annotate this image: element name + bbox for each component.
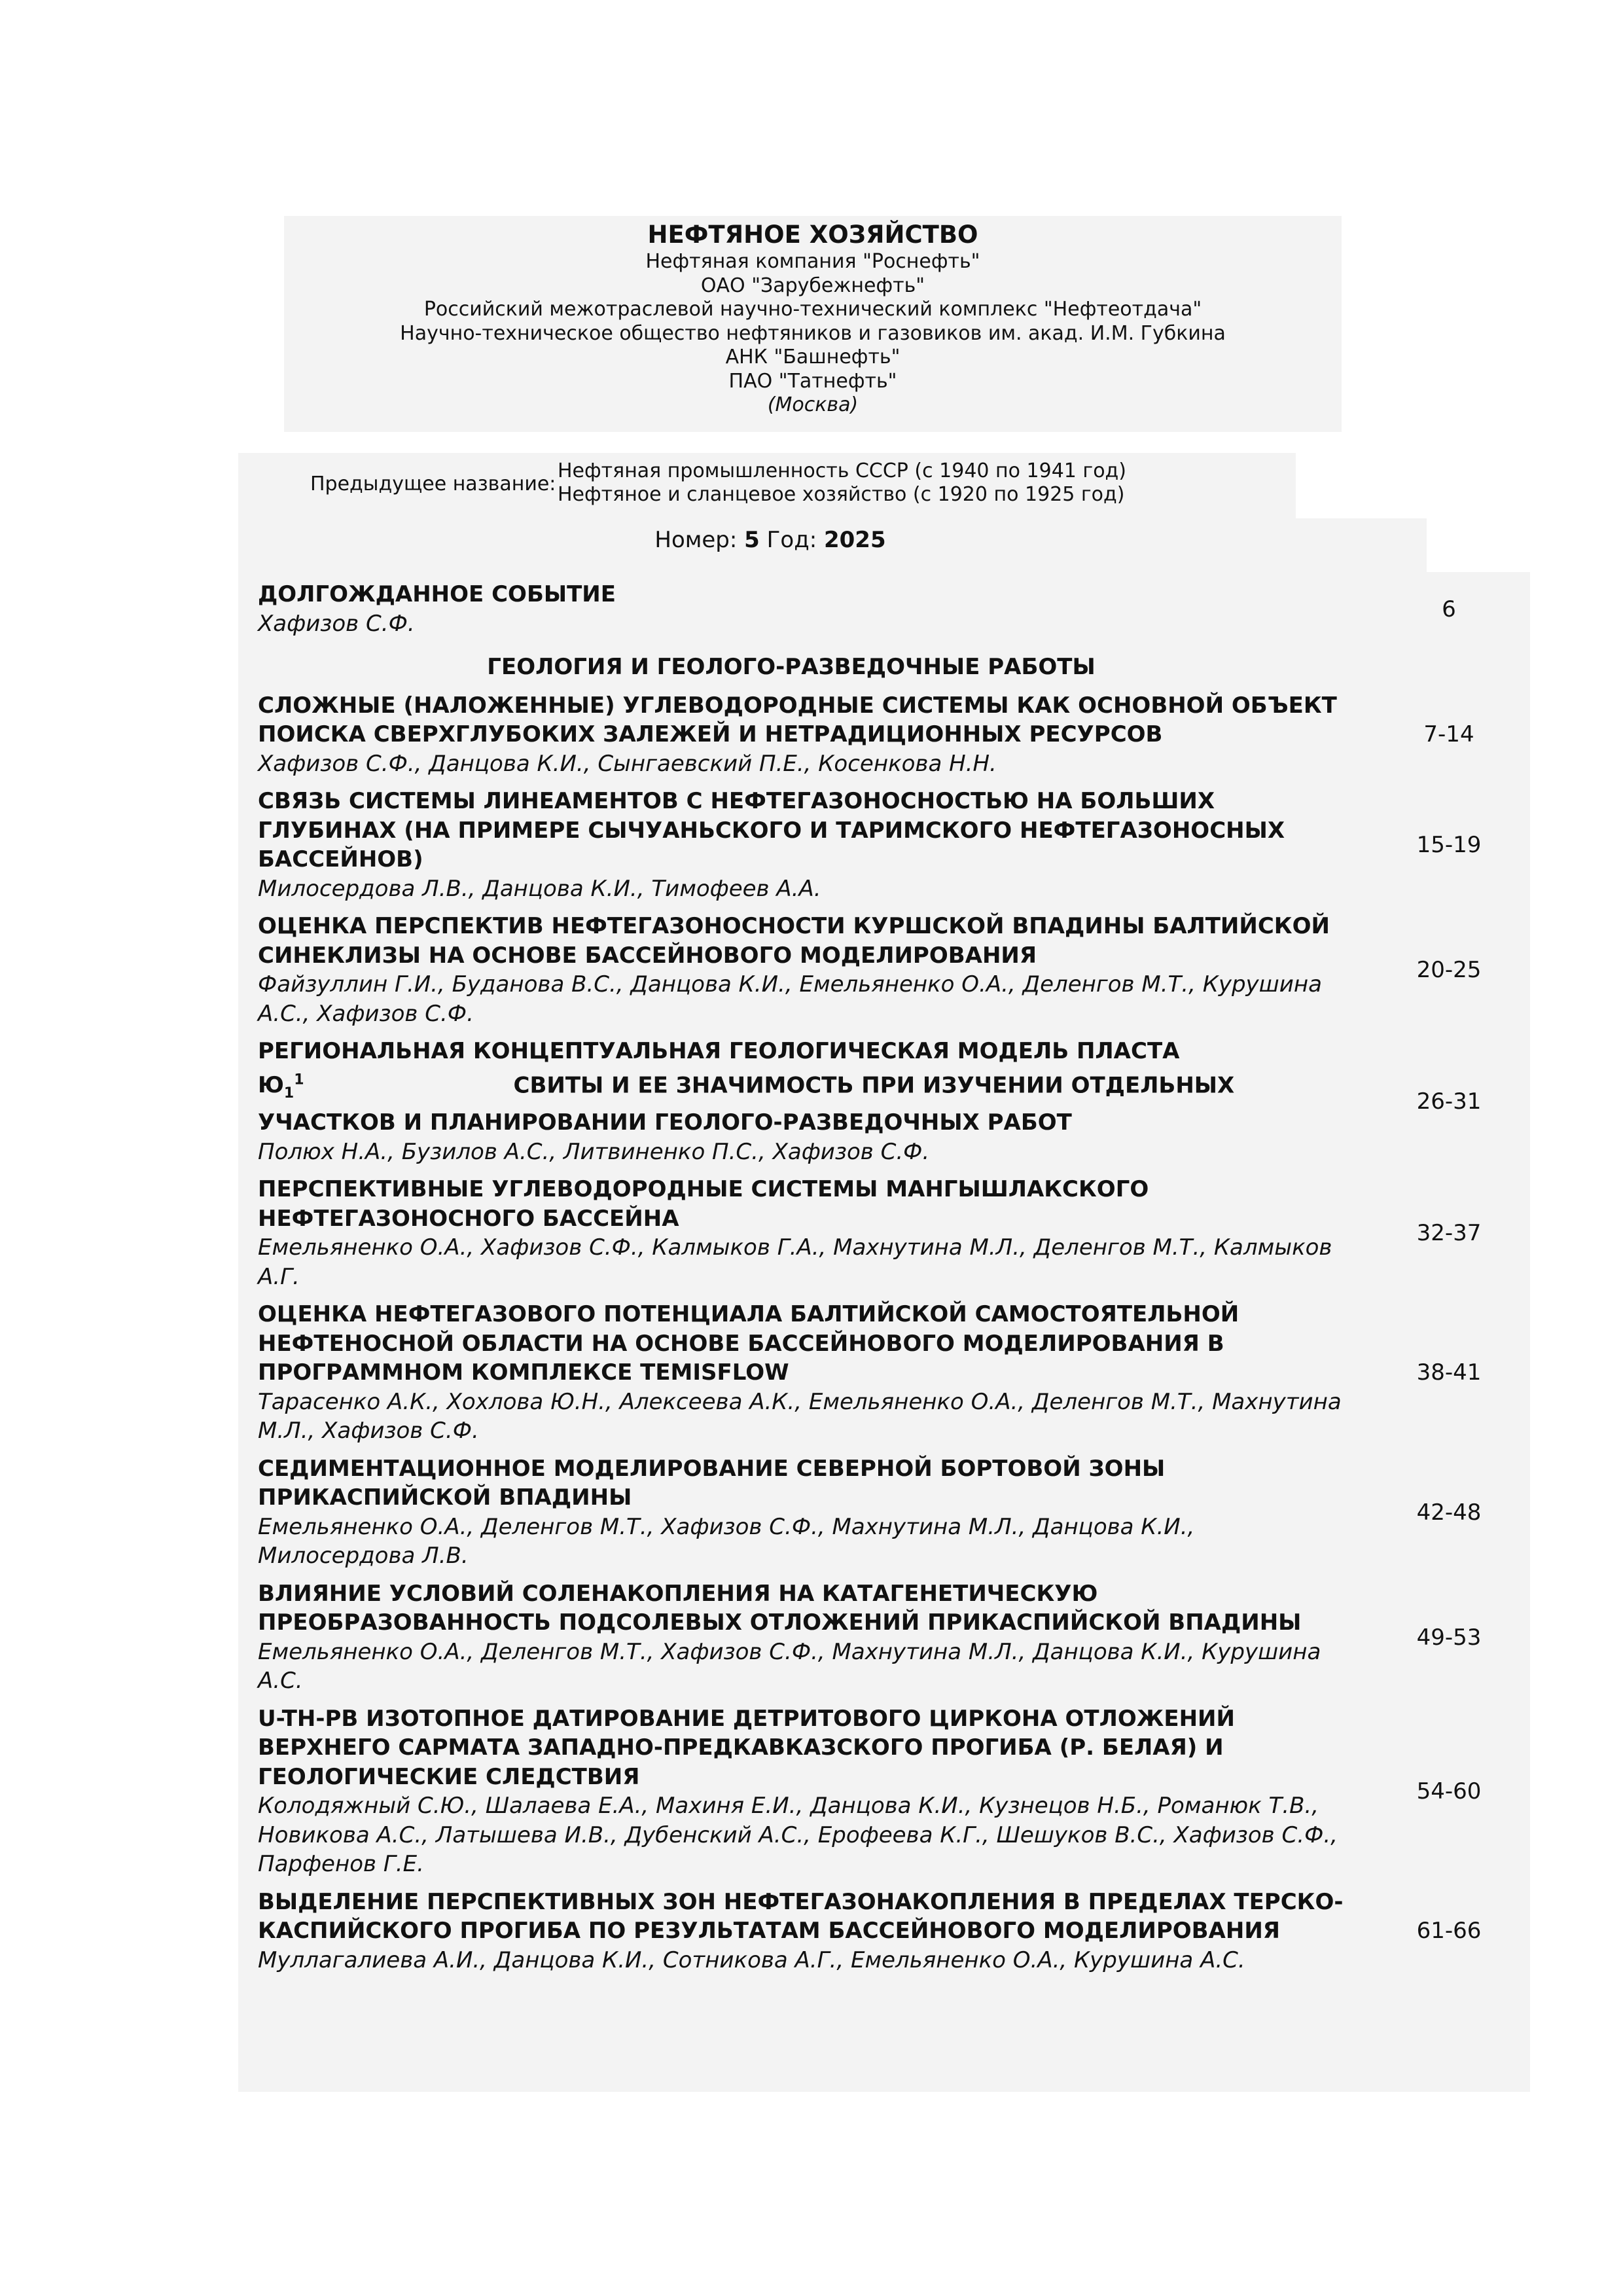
article-title[interactable]: ПЕРСПЕКТИВНЫЕ УГЛЕВОДОРОДНЫЕ СИСТЕМЫ МАНГЫШЛАКСКОГО НЕФТЕГАЗОНОСНОГО БАССЕЙНА: [258, 1176, 1149, 1232]
article-title[interactable]: ВЫДЕЛЕНИЕ ПЕРСПЕКТИВНЫХ ЗОН НЕФТЕГАЗОНАКОПЛЕНИЯ В ПРЕДЕЛАХ ТЕРСКО-КАСПИЙСКОГО ПРОГИБА ПО РЕЗУЛЬТАТАМ БАССЕЙНОВОГО МОДЕЛИРОВАНИЯ: [258, 1888, 1344, 1945]
toc-entry[interactable]: [238, 1454, 1482, 1571]
article-authors: Полюх Н.А., Бузилов А.С., Литвиненко П.С., Хафизов С.Ф.: [258, 1138, 930, 1165]
article-pages: 20-25: [1416, 957, 1482, 983]
article-pages: 26-31: [1416, 1088, 1482, 1115]
article-pages: 54-60: [1416, 1778, 1482, 1805]
publisher-line: АНК "Башнефть": [725, 346, 901, 368]
issue-number-label: Номер:: [654, 527, 738, 553]
toc-entry[interactable]: [238, 691, 1474, 779]
article-pages: 15-19: [1416, 832, 1482, 858]
article-title[interactable]: ДОЛГОЖДАННОЕ СОБЫТИЕ: [258, 581, 616, 607]
toc-entry[interactable]: [238, 787, 1482, 903]
publisher-line: Научно-техническое общество нефтяников и газовиков им. акад. И.М. Губкина: [400, 321, 1226, 345]
table-of-contents: [238, 572, 1530, 2092]
article-authors: Милосердова Л.В., Данцова К.И., Тимофеев А.А.: [258, 875, 821, 902]
section-heading: ГЕОЛОГИЯ И ГЕОЛОГО-РАЗВЕДОЧНЫЕ РАБОТЫ: [487, 654, 1096, 680]
article-title[interactable]: ОЦЕНКА НЕФТЕГАЗОВОГО ПОТЕНЦИАЛА БАЛТИЙСКОЙ САМОСТОЯТЕЛЬНОЙ НЕФТЕНОСНОЙ ОБЛАСТИ НА ОСНОВЕ БАССЕЙНОВОГО МОДЕЛИРОВАНИЯ В ПРОГРАММНОМ КОМПЛЕКСЕ TEMISFLOW: [258, 1301, 1240, 1386]
formation-index: $Ю_1^1$: [258, 1071, 304, 1102]
article-authors: Тарасенко А.К., Хохлова Ю.Н., Алексеева А.К., Емельяненко О.А., Деленгов М.Т., Махнутина М.Л., Хафизов С.Ф.: [258, 1388, 1342, 1444]
article-title[interactable]: СЛОЖНЫЕ (НАЛОЖЕННЫЕ) УГЛЕВОДОРОДНЫЕ СИСТЕМЫ КАК ОСНОВНОЙ ОБЪЕКТ ПОИСКА СВЕРХГЛУБОКИХ ЗАЛЕЖЕЙ И НЕТРАДИЦИОННЫХ РЕСУРСОВ: [258, 692, 1337, 747]
article-authors: Емельяненко О.А., Деленгов М.Т., Хафизов С.Ф., Махнутина М.Л., Данцова К.И., Милосердова Л.В.: [258, 1513, 1195, 1570]
issue-year: 2025: [823, 527, 886, 553]
article-title-part: РЕГИОНАЛЬНАЯ КОНЦЕПТУАЛЬНАЯ ГЕОЛОГИЧЕСКАЯ МОДЕЛЬ ПЛАСТА: [258, 1038, 1180, 1064]
toc-entry[interactable]: [238, 1888, 1482, 1975]
previous-name: Нефтяное и сланцевое хозяйство (с 1920 по 1925 год): [558, 483, 1125, 506]
article-pages: 38-41: [1416, 1359, 1482, 1386]
toc-entry[interactable]: [238, 1175, 1482, 1291]
issue-info: [238, 518, 1427, 572]
article-authors: Емельяненко О.А., Хафизов С.Ф., Калмыков Г.А., Махнутина М.Л., Деленгов М.Т., Калмыков А.Г.: [258, 1234, 1332, 1290]
article-authors: Колодяжный С.Ю., Шалаева Е.А., Махиня Е.И., Данцова К.И., Кузнецов Н.Б., Романюк Т.В., Новикова А.С., Латышева И.В., Дубенский А.С., Ерофеева К.Г., Шешуков В.С., Хафизов С.Ф., Парфенов Г.Е.: [258, 1793, 1338, 1878]
article-title[interactable]: ОЦЕНКА ПЕРСПЕКТИВ НЕФТЕГАЗОНОСНОСТИ КУРШСКОЙ ВПАДИНЫ БАЛТИЙСКОЙ СИНЕКЛИЗЫ НА ОСНОВЕ БАССЕЙНОВОГО МОДЕЛИРОВАНИЯ: [258, 913, 1330, 969]
article-authors: Файзуллин Г.И., Буданова В.С., Данцова К.И., Емельяненко О.А., Деленгов М.Т., Курушина А.С., Хафизов С.Ф.: [258, 971, 1322, 1027]
article-pages: 42-48: [1416, 1499, 1482, 1526]
publisher-line: ОАО "Зарубежнефть": [700, 274, 925, 297]
journal-city: (Москва): [767, 393, 859, 416]
article-pages: 32-37: [1416, 1220, 1482, 1247]
previous-names-list: [558, 459, 1126, 507]
article-title[interactable]: [258, 1037, 1344, 1138]
journal-header: [284, 216, 1342, 432]
article-title-part: $Ю_1^1$ СВИТЫ И ЕЕ ЗНАЧИМОСТЬ ПРИ ИЗУЧЕНИИ ОТДЕЛЬНЫХ УЧАСТКОВ И ПЛАНИРОВАНИИ ГЕОЛОГО-РАЗВЕДОЧНЫХ РАБОТ: [258, 1071, 1235, 1136]
article-pages: 7-14: [1423, 721, 1474, 748]
toc-entry[interactable]: [238, 1300, 1482, 1446]
article-title[interactable]: СЕДИМЕНТАЦИОННОЕ МОДЕЛИРОВАНИЕ СЕВЕРНОЙ БОРТОВОЙ ЗОНЫ ПРИКАСПИЙСКОЙ ВПАДИНЫ: [258, 1455, 1166, 1511]
article-authors: Муллагалиева А.И., Данцова К.И., Сотникова А.Г., Емельяненко О.А., Курушина А.С.: [258, 1946, 1245, 1973]
previous-names-label: Предыдущее название:: [310, 473, 556, 495]
previous-name: Нефтяная промышленность СССР (с 1940 по 1941 год): [558, 459, 1126, 482]
toc-entry[interactable]: [238, 912, 1482, 1028]
article-title[interactable]: U-TH-PB ИЗОТОПНОЕ ДАТИРОВАНИЕ ДЕТРИТОВОГО ЦИРКОНА ОТЛОЖЕНИЙ ВЕРХНЕГО САРМАТА ЗАПАДНО-ПРЕДКАВКАЗСКОГО ПРОГИБА (Р. БЕЛАЯ) И ГЕОЛОГИЧЕСКИЕ СЛЕДСТВИЯ: [258, 1705, 1235, 1790]
article-authors: Хафизов С.Ф.: [258, 610, 415, 637]
article-pages: 49-53: [1416, 1624, 1482, 1651]
article-title[interactable]: СВЯЗЬ СИСТЕМЫ ЛИНЕАМЕНТОВ С НЕФТЕГАЗОНОСНОСТЬЮ НА БОЛЬШИХ ГЛУБИНАХ (НА ПРИМЕРЕ СЫЧУАНЬСКОГО И ТАРИМСКОГО НЕФТЕГАЗОНОСНЫХ БАССЕЙНОВ): [258, 788, 1285, 872]
journal-title: НЕФТЯНОЕ ХОЗЯЙСТВО: [647, 221, 978, 249]
publisher-line: Российский межотраслевой научно-технический комплекс "Нефтеотдача": [423, 298, 1202, 321]
publisher-line: ПАО "Татнефть": [728, 369, 897, 393]
article-pages: 6: [1442, 596, 1456, 622]
article-title[interactable]: ВЛИЯНИЕ УСЛОВИЙ СОЛЕНАКОПЛЕНИЯ НА КАТАГЕНЕТИЧЕСКУЮ ПРЕОБРАЗОВАННОСТЬ ПОДСОЛЕВЫХ ОТЛОЖЕНИЙ ПРИКАСПИЙСКОЙ ВПАДИНЫ: [258, 1580, 1302, 1636]
issue-number: 5: [744, 527, 760, 553]
toc-entry[interactable]: [238, 1579, 1482, 1696]
article-pages: 61-66: [1416, 1918, 1482, 1945]
toc-entry[interactable]: [238, 1704, 1482, 1879]
publisher-line: Нефтяная компания "Роснефть": [645, 250, 980, 273]
toc-entry[interactable]: [238, 580, 1456, 638]
toc-entry[interactable]: [238, 1037, 1482, 1166]
article-authors: Емельяненко О.А., Деленгов М.Т., Хафизов С.Ф., Махнутина М.Л., Данцова К.И., Курушина А.С.: [258, 1638, 1321, 1695]
previous-names-block: [238, 453, 1296, 518]
article-authors: Хафизов С.Ф., Данцова К.И., Сынгаевский П.Е., Косенкова Н.Н.: [258, 750, 997, 777]
issue-year-label: Год:: [766, 527, 817, 553]
